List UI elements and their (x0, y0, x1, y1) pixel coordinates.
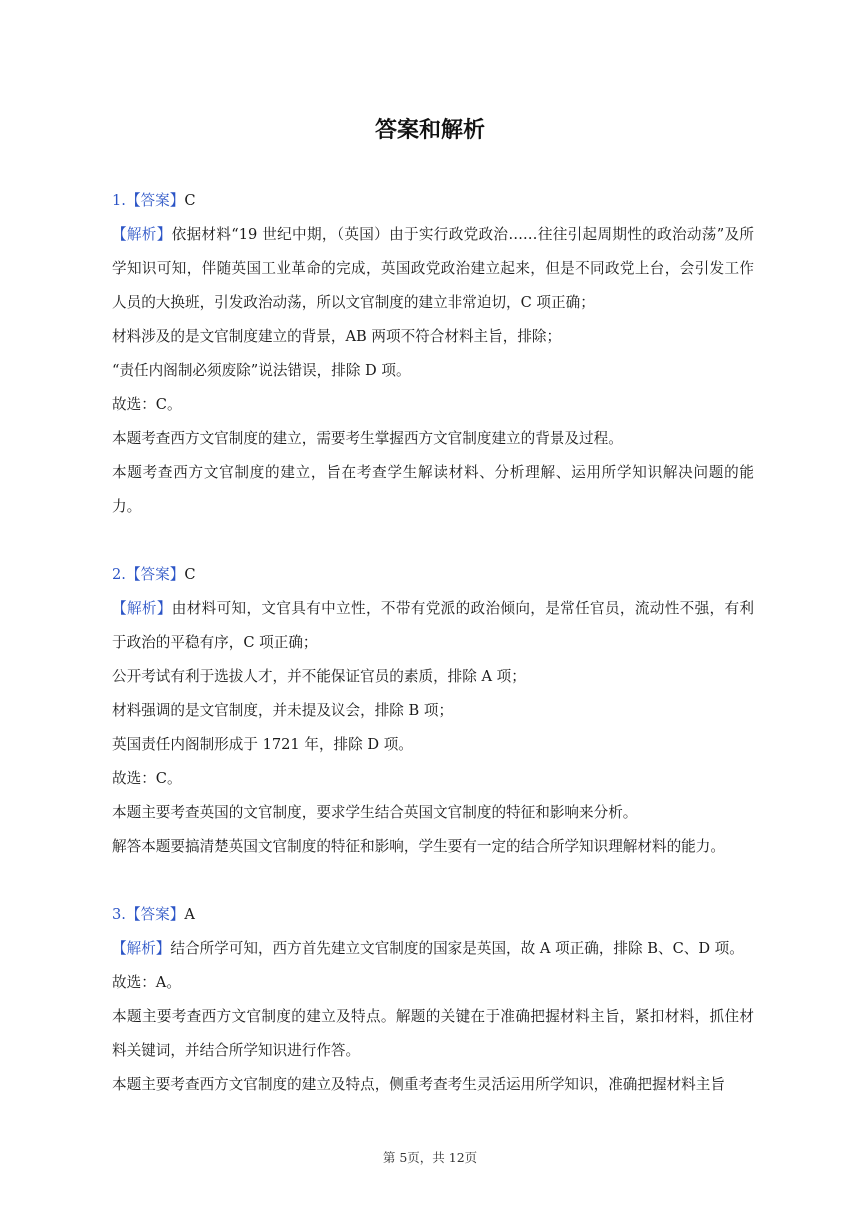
analysis-line: 本题主要考查英国的文官制度，要求学生结合英国文官制度的特征和影响来分析。 (112, 804, 638, 821)
analysis-paragraph (112, 932, 754, 966)
analysis-line: 本题考查西方文官制度的建立，需要考生掌握西方文官制度建立的背景及过程。 (112, 430, 623, 447)
analysis-text: 依据材料“19 世纪中期，（英国）由于实行政党政治……往往引起周期性的政治动荡”及所学知识可知，伴随英国工业革命的完成，英国政党政治建立起来，但是不同政党上台，会引发工作人员的大换班，引发政治动荡，所以文官制度的建立非常迫切，C 项正确； (112, 226, 754, 311)
analysis-tag: 【解析】 (112, 940, 171, 957)
question-block-2 (112, 558, 754, 864)
answer-line (112, 558, 754, 592)
answer-value: C (184, 192, 196, 209)
analysis-line: 故选：C。 (112, 770, 182, 787)
answer-tag: 【答案】 (125, 906, 185, 923)
analysis-line: 解答本题要搞清楚英国文官制度的特征和影响，学生要有一定的结合所学知识理解材料的能力。 (112, 838, 725, 855)
page-footer: 第 5页，共 12页 (382, 1150, 478, 1165)
question-block-1 (112, 184, 754, 524)
analysis-line: 本题考查西方文官制度的建立，旨在考查学生解读材料、分析理解、运用所学知识解决问题的能力。 (112, 464, 754, 515)
analysis-line: 本题主要考查西方文官制度的建立及特点。解题的关键在于准确把握材料主旨，紧扣材料，抓住材料关键词，并结合所学知识进行作答。 (112, 1008, 754, 1059)
analysis-line: 材料涉及的是文官制度建立的背景，AB 两项不符合材料主旨，排除； (112, 328, 562, 345)
answer-line (112, 184, 754, 218)
answer-content (112, 184, 754, 1136)
analysis-line: “责任内阁制必须废除”说法错误，排除 D 项。 (112, 362, 411, 379)
analysis-text: 结合所学可知，西方首先建立文官制度的国家是英国，故 A 项正确，排除 B、C、D 项。 (170, 940, 744, 957)
answer-tag: 【答案】 (125, 566, 185, 583)
analysis-line: 故选：A。 (112, 974, 181, 991)
answer-value: A (184, 906, 195, 923)
question-number: 3. (112, 906, 126, 923)
analysis-line: 公开考试有利于选拔人才，并不能保证官员的素质，排除 A 项； (112, 668, 526, 685)
answer-tag: 【答案】 (125, 192, 185, 209)
page-title: 答案和解析 (374, 117, 485, 143)
question-block-3 (112, 898, 754, 1102)
analysis-line: 英国责任内阁制形成于 1721 年，排除 D 项。 (112, 736, 413, 753)
analysis-tag: 【解析】 (112, 600, 172, 617)
question-number: 2. (112, 566, 126, 583)
analysis-line: 材料强调的是文官制度，并未提及议会，排除 B 项； (112, 702, 454, 719)
analysis-line: 本题主要考查西方文官制度的建立及特点，侧重考查考生灵活运用所学知识，准确把握材料主旨 (112, 1076, 725, 1093)
analysis-paragraph (112, 218, 754, 320)
analysis-paragraph (112, 592, 754, 660)
answer-value: C (184, 566, 196, 583)
answer-line (112, 898, 754, 932)
analysis-tag: 【解析】 (112, 226, 172, 243)
analysis-text: 由材料可知，文官具有中立性，不带有党派的政治倾向，是常任官员，流动性不强，有利于政治的平稳有序，C 项正确； (112, 600, 754, 651)
analysis-line: 故选：C。 (112, 396, 182, 413)
question-number: 1. (112, 192, 126, 209)
